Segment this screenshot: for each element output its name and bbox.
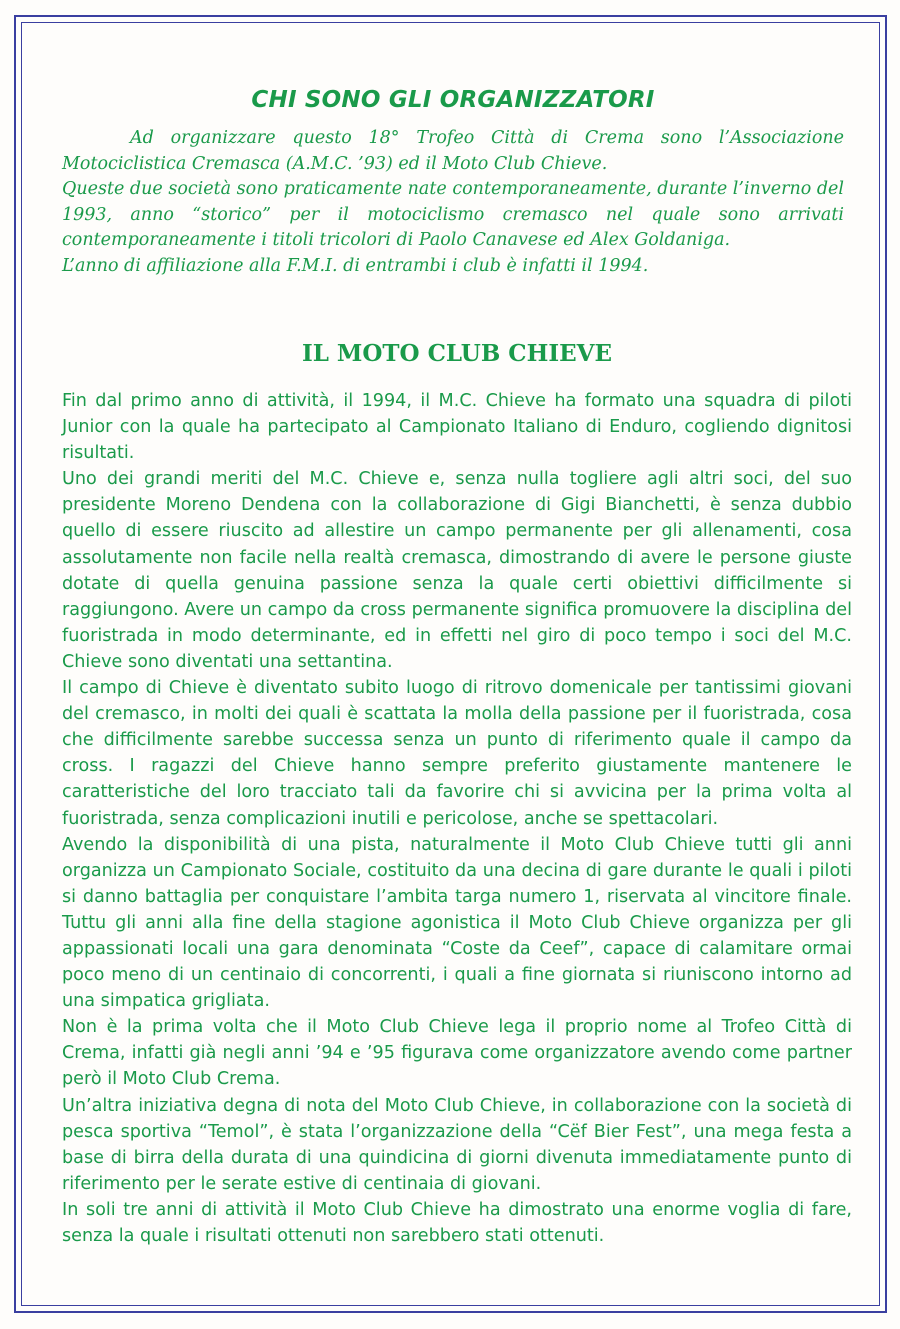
organizers-paragraph: Ad organizzare questo 18° Trofeo Città di Crema sono l’Associazione Motociclistica Cremasca (A.M.C. ’93) ed il Moto Club Chieve.	[62, 128, 844, 174]
article-paragraph: In soli tre anni di attività il Moto Club Chieve ha dimostrato una enorme voglia di fare, senza la quale i risultati ottenuti non sarebbero stati ottenuti.	[62, 1199, 852, 1246]
article-paragraph: Un’altra iniziativa degna di nota del Moto Club Chieve, in collaborazione con la società di pesca sportiva “Temol”, è stata l’organizzazione della “Cëf Bier Fest”, una mega festa a base di birra della durata di una quindicina di giorni divenuta immediatamente punto di riferimento per le serate estive di centinaia di giovani.	[62, 1095, 852, 1194]
article-paragraph: Uno dei grandi meriti del M.C. Chieve e, senza nulla togliere agli altri soci, del suo presidente Moreno Dendena con la collaborazione di Gigi Bianchetti, è senza dubbio quello di essere riuscito ad allestire un campo permanente per gli allenamenti, cosa assolutamente non facile nella realtà cremasca, dimostrando di avere le persone giuste dotate di quella genuina passione senza la quale certi obiettivi difficilmente si raggiungono. Avere un campo da cross permanente significa promuovere la disciplina del fuoristrada in modo determinante, ed in effetti nel giro di poco tempo i soci del M.C. Chieve sono diventati una settantina.	[62, 469, 852, 672]
moto-club-chieve-heading: IL MOTO CLUB CHIEVE	[301, 340, 613, 367]
article-paragraph: Fin dal primo anno di attività, il 1994, il M.C. Chieve ha formato una squadra di piloti Junior con la quale ha partecipato al Campionato Italiano di Enduro, cogliendo dignitosi risultati.	[62, 391, 852, 464]
article-paragraph: Il campo di Chieve è diventato subito luogo di ritrovo domenicale per tantissimi giovani del cremasco, in molti dei quali è scattata la molla della passione per il fuoristrada, cosa che difficilmente sarebbe successa senza un punto di riferimento quale il campo da cross. I ragazzi del Chieve hanno sempre preferito giustamente mantenere le caratteristiche del loro tracciato tali da favorire chi si avvicina per la prima volta al fuoristrada, senza complicazioni inutili e pericolose, anche se spettacolari.	[62, 678, 852, 829]
article-paragraph: Non è la prima volta che il Moto Club Chieve lega il proprio nome al Trofeo Città di Crema, infatti già negli anni ’94 e ’95 figurava come organizzatore avendo come partner però il Moto Club Crema.	[62, 1017, 852, 1090]
organizers-paragraph: L’anno di affiliazione alla F.M.I. di entrambi i club è infatti il 1994.	[62, 255, 649, 276]
article-paragraph: Avendo la disponibilità di una pista, naturalmente il Moto Club Chieve tutti gli anni organizza un Campionato Sociale, costituito da una decina di gare durante le quali i piloti si danno battaglia per conquistare l’ambita targa numero 1, riservata al vincitore finale. Tuttu gli anni alla fine della stagione agonistica il Moto Club Chieve organizza per gli appassionati locali una gara denominata “Coste da Ceef”, capace di calamitare ormai poco meno di un centinaio di concorrenti, i quali a fine giornata si riuniscono intorno ad una simpatica grigliata.	[62, 834, 852, 1012]
organizers-section	[62, 84, 844, 279]
organizers-paragraph: Queste due società sono praticamente nate contemporaneamente, durante l’inverno del 1993, anno “storico” per il motociclismo cremasco nel quale sono arrivati contemporaneamente i titoli tricolori di Paolo Canavese ed Alex Goldaniga.	[62, 179, 844, 250]
moto-club-chieve-section	[62, 338, 852, 1249]
organizers-heading: CHI SONO GLI ORGANIZZATORI	[251, 87, 655, 113]
